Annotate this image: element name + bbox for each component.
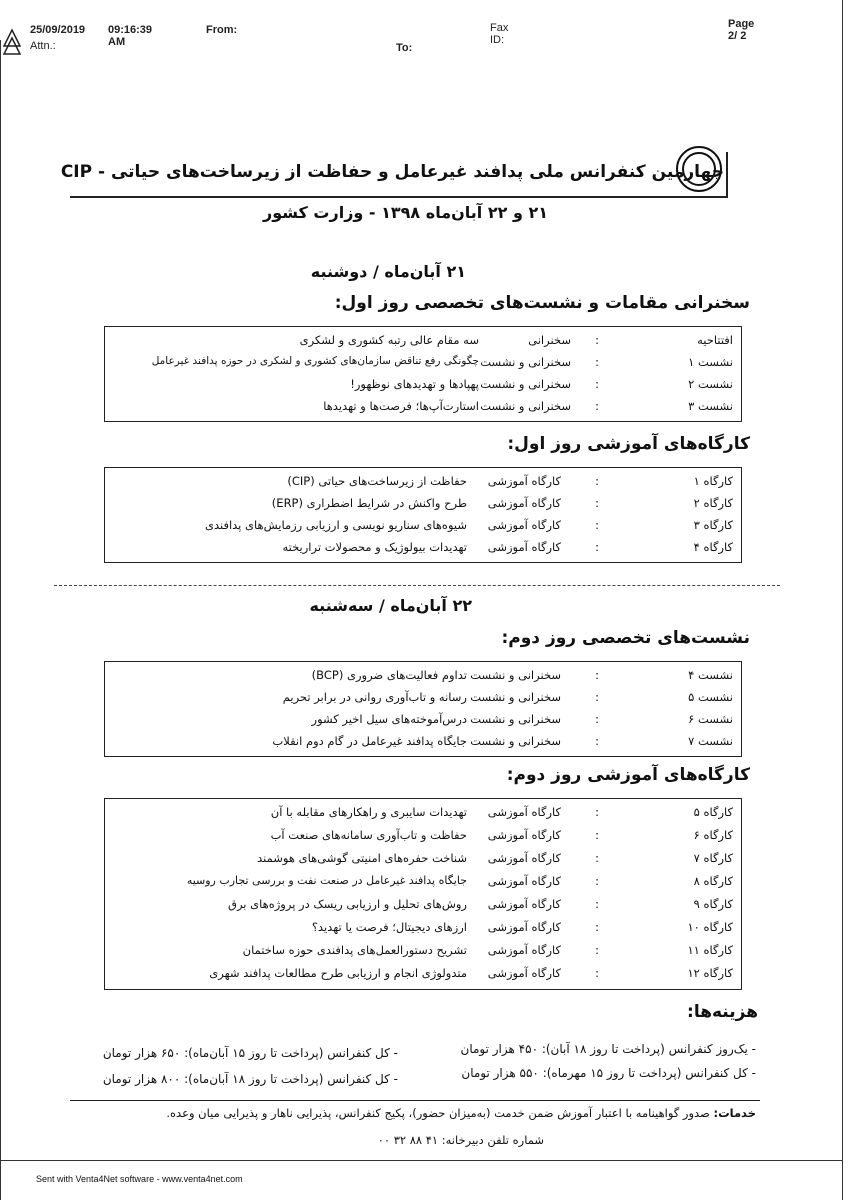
table-row: کارگاه ۴ : کارگاه آموزشی تهدیدات بیولوژیک و محصولات تراریخته (282, 540, 733, 554)
day1-sessions-table (104, 326, 742, 422)
table-row: نشست ۲ : سخنرانی و نشست پهپادها و تهدیدهای نوظهور! (350, 377, 733, 391)
table-row: کارگاه ۸ : کارگاه آموزشی جایگاه پدافند غیرعامل در صنعت نفت و بررسی تجارب روسیه (186, 874, 733, 888)
page-border-right (842, 0, 843, 1200)
table-row: نشست ۱ : سخنرانی و نشست چگونگی رفع تناقض سازمان‌های کشوری و لشکری در حوزه پدافند غیرعامل (151, 355, 733, 369)
table-row: نشست ۷ : سخنرانی و نشست جایگاه پدافند غیرعامل در گام دوم انقلاب (272, 734, 733, 748)
fax-page: Page 2/ 2 (728, 18, 755, 42)
table-row: کارگاه ۶ : کارگاه آموزشی حفاظت و تاب‌آوری سامانه‌های صنعت آب (270, 828, 733, 842)
footer-divider (0, 1160, 842, 1161)
fee-item: - کل کنفرانس (پرداخت تا روز ۱۸ آبان‌ماه): ۸۰۰ هزار تومان (102, 1072, 398, 1086)
day2-sessions-heading: نشست‌های تخصصی روز دوم: (501, 628, 750, 648)
services-text: صدور گواهینامه با اعتبار آموزش ضمن خدمت (به‌میزان حضور)، پکیج کنفرانس، پذیرایی ناهار و پذیرایی میان وعده. (166, 1106, 710, 1120)
services-divider (70, 1100, 760, 1101)
day2-workshops-table (104, 798, 742, 990)
day1-sessions-heading: سخنرانی مقامات و نشست‌های تخصصی روز اول: (334, 293, 750, 313)
table-row: کارگاه ۵ : کارگاه آموزشی تهدیدات سایبری و راهکارهای مقابله با آن (270, 805, 733, 819)
fax-from-label: From: (206, 24, 238, 36)
document-subtitle: ۲۱ و ۲۲ آبان‌ماه ۱۳۹۸ - وزارت کشور (263, 203, 548, 222)
services-line (166, 1106, 756, 1120)
document-title: چهارمین کنفرانس ملی پدافند غیرعامل و حفاظت از زیرساخت‌های حیاتی - CIP (60, 162, 724, 182)
table-row: نشست ۴ : سخنرانی و نشست تداوم فعالیت‌های ضروری (BCP) (311, 668, 733, 682)
day1-workshops-heading: کارگاه‌های آموزشی روز اول: (507, 434, 750, 454)
table-row: نشست ۶ : سخنرانی و نشست درس‌آموخته‌های سیل اخیر کشور (311, 712, 733, 726)
table-row: کارگاه ۹ : کارگاه آموزشی روش‌های تحلیل و ارزیابی ریسک در پروژه‌های برق (228, 897, 733, 911)
day2-sessions-table (104, 661, 742, 757)
day2-workshops-heading: کارگاه‌های آموزشی روز دوم: (506, 765, 750, 785)
table-row: کارگاه ۱۰ : کارگاه آموزشی ارزهای دیجیتال؛ فرصت یا تهدید؟ (311, 920, 733, 934)
table-row: کارگاه ۱۲ : کارگاه آموزشی متدولوژی انجام و ارزیابی طرح مطالعات پدافند شهری (209, 966, 733, 980)
table-row: کارگاه ۲ : کارگاه آموزشی طرح واکنش در شرایط اضطراری (ERP) (271, 496, 733, 510)
fax-to-label: To: (396, 42, 413, 54)
page-border-left (0, 40, 1, 1200)
table-row: کارگاه ۷ : کارگاه آموزشی شناخت حفره‌های امنیتی گوشی‌های هوشمند (257, 851, 733, 865)
day1-workshops-table (104, 467, 742, 563)
fees-heading: هزینه‌ها: (687, 1002, 758, 1022)
secretariat-phone: شماره تلفن دبیرخانه: ۴۱ ۸۸ ۳۲ ۰۰ (377, 1133, 544, 1147)
fax-time: 09:16:39 AM (108, 24, 153, 48)
day1-heading: ۲۱ آبان‌ماه / دوشنبه (310, 262, 466, 281)
table-row: کارگاه ۱ : کارگاه آموزشی حفاظت از زیرساخت‌های حیاتی (CIP) (287, 474, 733, 488)
table-row: کارگاه ۱۱ : کارگاه آموزشی تشریح دستورالعمل‌های پدافندی حوزه ساختمان (242, 943, 733, 957)
fax-triangle-icon (2, 28, 22, 56)
fee-item: - کل کنفرانس (پرداخت تا روز ۱۵ آبان‌ماه): ۶۵۰ هزار تومان (102, 1046, 398, 1060)
day2-heading: ۲۲ آبان‌ماه / سه‌شنبه (309, 596, 472, 615)
table-row: نشست ۳ : سخنرانی و نشست استارت‌آپ‌ها؛ فرصت‌ها و تهدیدها (323, 399, 733, 413)
table-row: نشست ۵ : سخنرانی و نشست رسانه و تاب‌آوری روانی در برابر تحریم (282, 690, 733, 704)
day-divider (54, 585, 780, 586)
fax-footer: Sent with Venta4Net software - www.venta4net.com (36, 1174, 243, 1184)
table-row: افتتاحیه : سخنرانی سه مقام عالی رتبه کشوری و لشکری (299, 333, 733, 347)
services-label: خدمات: (713, 1106, 756, 1120)
table-row: کارگاه ۳ : کارگاه آموزشی شیوه‌های سناریو نویسی و ارزیابی رزمایش‌های پدافندی (204, 518, 733, 532)
fax-date: 25/09/2019 (30, 24, 86, 36)
fee-item: - یک‌روز کنفرانس (پرداخت تا روز ۱۸ آبان): ۴۵۰ هزار تومان (460, 1042, 756, 1056)
fax-attn-label: Attn.: (30, 40, 56, 52)
fax-id-label: Fax ID: (490, 22, 509, 46)
fee-item: - کل کنفرانس (پرداخت تا روز ۱۵ مهرماه): ۵۵۰ هزار تومان (461, 1066, 756, 1080)
